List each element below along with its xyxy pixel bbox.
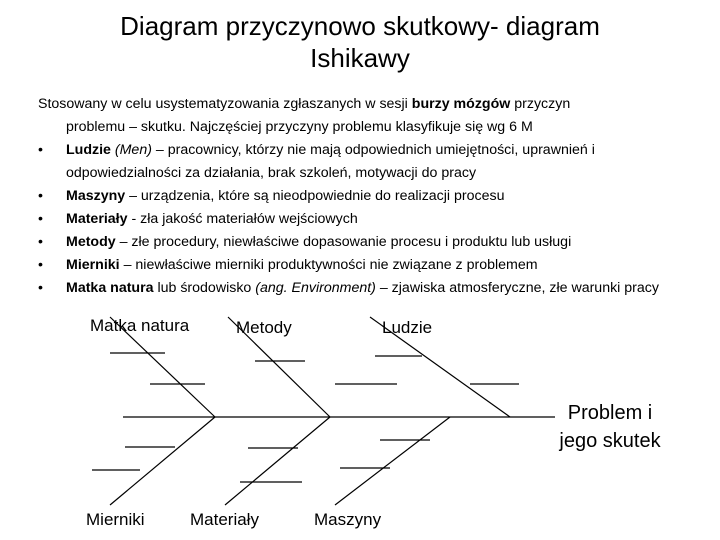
- cause-label-materialy: Materiały: [190, 510, 259, 529]
- description: - zła jakość materiałów wejściowych: [127, 211, 358, 227]
- term-alt: (Men): [110, 142, 152, 158]
- bullet-icon: •: [38, 280, 43, 296]
- term: Mierniki: [66, 257, 120, 273]
- title-line-1: Diagram przyczynowo skutkowy- diagram: [120, 11, 600, 41]
- cause-label-ludzie: Ludzie: [382, 318, 433, 337]
- title-line-2: Ishikawy: [310, 43, 410, 73]
- description-italic: (ang. Environment): [255, 280, 376, 296]
- description: – niewłaściwe mierniki produktywności nie związane z problemem: [119, 257, 538, 273]
- effect-line-1: Problem i: [567, 402, 653, 424]
- term: Metody: [66, 234, 116, 250]
- bullet-icon: •: [38, 142, 43, 158]
- term: Maszyny: [66, 188, 126, 204]
- rib-mierniki: [110, 417, 215, 505]
- rib-maszyny: [335, 417, 450, 505]
- description: – urządzenia, które są nieodpowiednie do realizacji procesu: [125, 188, 505, 204]
- description: lub środowisko: [153, 280, 256, 296]
- term: Ludzie: [66, 142, 111, 158]
- bullet-icon: •: [38, 188, 43, 204]
- bullet-icon: •: [38, 234, 43, 250]
- cause-label-maszyny: Maszyny: [314, 510, 382, 529]
- effect-line-2: jego skutek: [559, 430, 661, 452]
- intro-bold-term: burzy mózgów: [411, 96, 511, 112]
- cause-label-mierniki: Mierniki: [86, 510, 145, 529]
- cause-label-matka-natura: Matka natura: [90, 316, 190, 335]
- intro-text-2: przyczyn: [510, 96, 571, 112]
- intro-text-1: Stosowany w celu usystematyzowania zgłaszanych w sesji: [38, 96, 412, 112]
- rib-materialy: [225, 417, 330, 505]
- intro-text-3: problemu – skutku. Najczęściej przyczyny problemu klasyfikuje się wg 6 M: [66, 119, 533, 135]
- description-end: – zjawiska atmosferyczne, złe warunki pracy: [375, 280, 659, 296]
- term: Matka natura: [66, 280, 154, 296]
- effect-box: [540, 399, 680, 455]
- cause-label-metody: Metody: [236, 318, 292, 337]
- description: – pracownicy, którzy nie mają odpowiednich umiejętności, uprawnień i odpowiedzialności za działania, brak szkoleń, motywacji do pracy: [66, 142, 595, 181]
- description: – złe procedury, niewłaściwe dopasowanie procesu i produktu lub usługi: [115, 234, 572, 250]
- bullet-icon: •: [38, 211, 43, 227]
- term: Materiały: [66, 211, 128, 227]
- bullet-icon: •: [38, 257, 43, 273]
